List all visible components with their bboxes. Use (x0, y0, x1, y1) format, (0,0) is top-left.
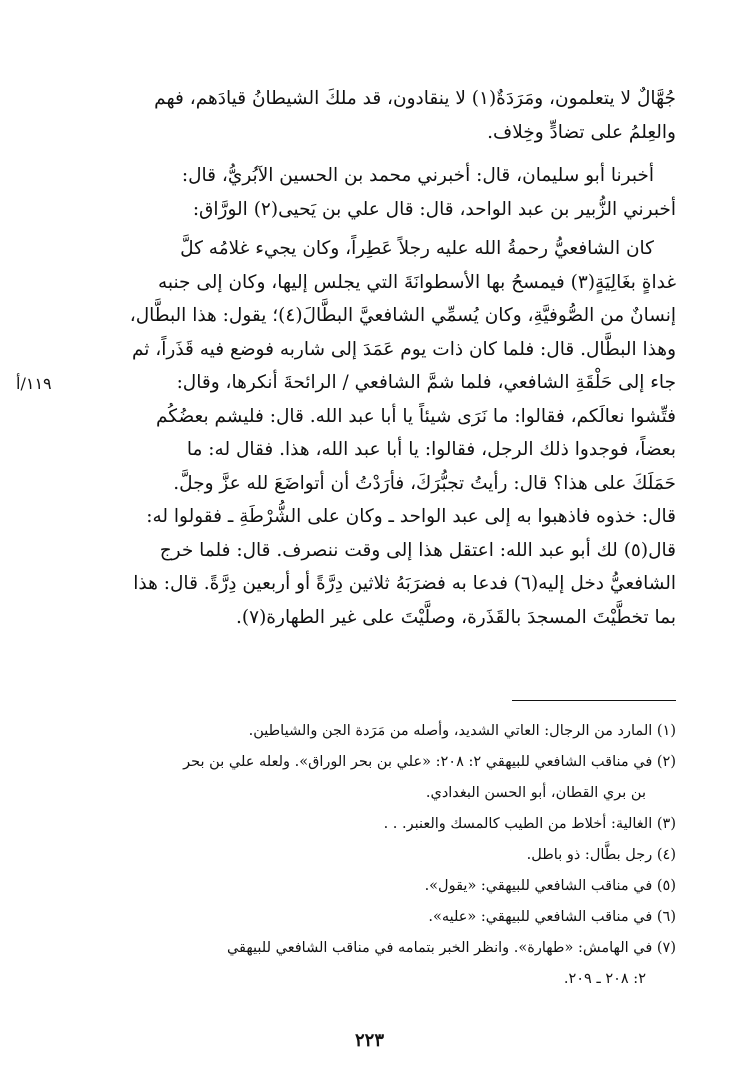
footnote-3: (٣) الغالية: أخلاط من الطيب كالمسك والعنبر. . . (383, 816, 676, 832)
footnotes (86, 716, 676, 995)
text-line: بعضاً، فوجدوا ذلك الرجل، فقالوا: يا أبا عبد الله، هذا. فقال له: ما (186, 439, 676, 460)
footnote-7-continued: ٢: ٢٠٨ ـ ٢٠٩. (563, 971, 646, 987)
paragraph-2-isnad (86, 159, 676, 226)
text-line: الشافعيُّ دخل إليه(٦) فدعا به فضرَبَهُ ثلاثين دِرَّةً أو أربعين دِرَّةً. قال: هذا (133, 573, 676, 594)
text-line: جاء إلى حَلْقَةِ الشافعي، فلما شمَّ الشافعي / الرائحةَ أنكرها، وقال: (176, 372, 676, 393)
text-line: والعِلمُ على تضادٍّ وخِلاف. (487, 121, 676, 143)
manuscript-folio-marker: ١١٩/أ (16, 374, 52, 393)
footnote-1: (١) المارد من الرجال: العاتي الشديد، وأصله من مَرَدة الجن والشياطين. (248, 723, 676, 739)
text-line: أخبرني الزُّبير بن عبد الواحد، قال: قال علي بن يَحيى(٢) الورَّاق: (192, 198, 676, 220)
text-line: قال(٥) لك أبو عبد الله: اعتقل هذا إلى وقت ننصرف. قال: فلما خرج (159, 539, 676, 561)
footnote-divider (512, 700, 676, 701)
text-line: حَمَلَكَ على هذا؟ قال: رأيتُ تجبُّرَكَ، فأرَدْتُ أن أتواضَعَ لله عزَّ وجلَّ. (173, 472, 676, 494)
text-line: جُهَّالٌ لا يتعلمون، ومَرَدَةٌ(١) لا ينقادون، قد ملكَ الشيطانُ قيادَهم، فهم (154, 88, 676, 109)
text-line: قال: خذوه فاذهبوا به إلى عبد الواحد ـ وكان على الشُّرْطَةِ ـ فقولوا له: (146, 506, 676, 527)
text-line: غداةٍ بغَالِيَةٍ(٣) فيمسحُ بها الأسطوانَةَ التي يجلس إليها، وكان إلى جنبه (157, 271, 676, 293)
footnote-4: (٤) رجل بطَّال: ذو باطل. (526, 847, 676, 863)
text-line: فتِّشوا نعالَكم، فقالوا: ما نَرَى شيئاً يا أبا عبد الله. قال: فليشم بعضُكُم (155, 405, 676, 427)
text-line: أخبرنا أبو سليمان، قال: أخبرني محمد بن الحسين الآبُريُّ، قال: (181, 165, 654, 186)
footnote-7: (٧) في الهامش: «طهارة». وانظر الخبر بتمامه في مناقب الشافعي للبيهقي (226, 940, 676, 956)
paragraph-3-story (86, 232, 676, 634)
text-line: إنسانٌ من الصُّوفيَّةِ، وكان يُسمِّي الشافعيَّ البطَّالَ(٤)؛ يقول: هذا البطَّال، (129, 305, 676, 326)
text-line: وهذا البطَّال. قال: فلما كان ذات يوم عَمَدَ إلى شاربه فوضع فيه قَذَراً، ثم (131, 338, 676, 360)
footnote-5: (٥) في مناقب الشافعي للبيهقي: «يقول». (424, 878, 676, 894)
text-line: بما تخطَّيْتَ المسجدَ بالقَذَرة، وصلَّيْتَ على غير الطهارة(٧). (236, 606, 676, 628)
paragraph-1 (86, 82, 676, 149)
footnote-2: (٢) في مناقب الشافعي للبيهقي ٢: ٢٠٨: «علي بن بحر الوراق». ولعله علي بن بحر (183, 754, 676, 770)
text-line: كان الشافعيُّ رحمةُ الله عليه رجلاً عَطِراً، وكان يجيء غلامُه كلَّ (180, 238, 654, 259)
footnote-2-continued: بن بري القطان، أبو الحسن البغدادي. (425, 785, 646, 801)
main-text (86, 82, 676, 634)
page-number: ٢٢٣ (354, 1030, 384, 1051)
footnote-6: (٦) في مناقب الشافعي للبيهقي: «عليه». (428, 909, 676, 925)
